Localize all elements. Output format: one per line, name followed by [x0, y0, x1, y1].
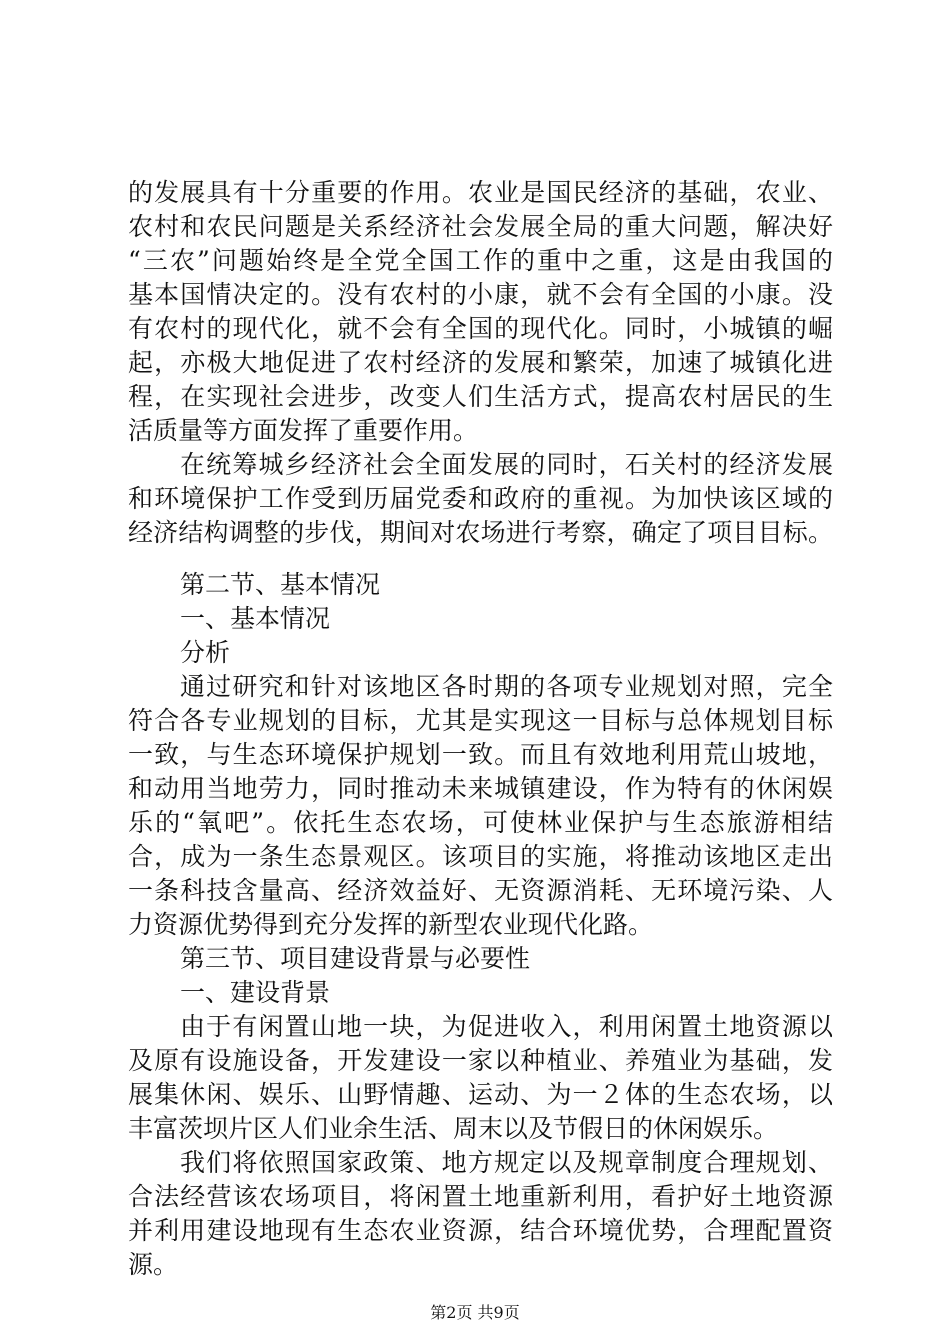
- paragraph-line: 活质量等方面发挥了重要作用。: [128, 416, 479, 445]
- paragraph-line: 农村和农民问题是关系经济社会发展全局的重大问题，解决好: [128, 212, 833, 241]
- paragraph-line: 通过研究和针对该地区各时期的各项专业规划对照，完全: [180, 672, 833, 701]
- subsection-heading: 分析: [180, 638, 231, 667]
- paragraph-line: 及原有设施设备，开发建设一家以种植业、养殖业为基础，发: [128, 1046, 833, 1075]
- paragraph-line: 基本国情决定的。没有农村的小康，就不会有全国的小康。没: [128, 280, 833, 309]
- paragraph-line: 起，亦极大地促进了农村经济的发展和繁荣，加速了城镇化进: [128, 348, 833, 377]
- paragraph-line: 的发展具有十分重要的作用。农业是国民经济的基础，农业、: [128, 178, 833, 207]
- paragraph-line: 有农村的现代化，就不会有全国的现代化。同时，小城镇的崛: [128, 314, 833, 343]
- paragraph-line: 乐的“氧吧”。依托生态农场，可使林业保护与生态旅游相结: [128, 808, 833, 837]
- paragraph-line: 和环境保护工作受到历届党委和政府的重视。为加快该区域的: [128, 484, 833, 513]
- paragraph-line: 和动用当地劳力，同时推动未来城镇建设，作为特有的休闲娱: [128, 774, 833, 803]
- paragraph-line: 力资源优势得到充分发挥的新型农业现代化路。: [128, 910, 654, 939]
- subsection-heading: 一、基本情况: [180, 604, 331, 633]
- paragraph-line: 合法经营该农场项目，将闲置土地重新利用，看护好土地资源: [128, 1182, 833, 1211]
- paragraph-line: 丰富茨坝片区人们业余生活、周末以及节假日的休闲娱乐。: [128, 1114, 779, 1143]
- paragraph-line: 合，成为一条生态景观区。该项目的实施，将推动该地区走出: [128, 842, 833, 871]
- paragraph-line: 展集休闲、娱乐、山野情趣、运动、为一２体的生态农场，以: [128, 1080, 833, 1109]
- paragraph-line: 符合各专业规划的目标，尤其是实现这一目标与总体规划目标: [128, 706, 833, 735]
- paragraph-line: 一致，与生态环境保护规划一致。而且有效地利用荒山坡地，: [128, 740, 833, 769]
- paragraph-line: 在统筹城乡经济社会全面发展的同时，石关村的经济发展: [180, 450, 833, 479]
- paragraph-line: 源。: [128, 1250, 179, 1279]
- page-number-footer: 第2页 共9页: [430, 1303, 520, 1322]
- paragraph-line: 程，在实现社会进步，改变人们生活方式，提高农村居民的生: [128, 382, 833, 411]
- paragraph-line: 一条科技含量高、经济效益好、无资源消耗、无环境污染、人: [128, 876, 833, 905]
- section-heading: 第二节、基本情况: [180, 570, 381, 599]
- subsection-heading: 一、建设背景: [180, 978, 331, 1007]
- paragraph-line: “三农”问题始终是全党全国工作的重中之重，这是由我国的: [128, 246, 833, 275]
- section-heading: 第三节、项目建设背景与必要性: [180, 944, 531, 973]
- paragraph-line: 经济结构调整的步伐，期间对农场进行考察，确定了项目目标。: [128, 518, 833, 547]
- paragraph-line: 由于有闲置山地一块，为促进收入，利用闲置土地资源以: [180, 1012, 833, 1041]
- paragraph-line: 并利用建设地现有生态农业资源，结合环境优势，合理配置资: [128, 1216, 833, 1245]
- paragraph-line: 我们将依照国家政策、地方规定以及规章制度合理规划、: [180, 1148, 833, 1177]
